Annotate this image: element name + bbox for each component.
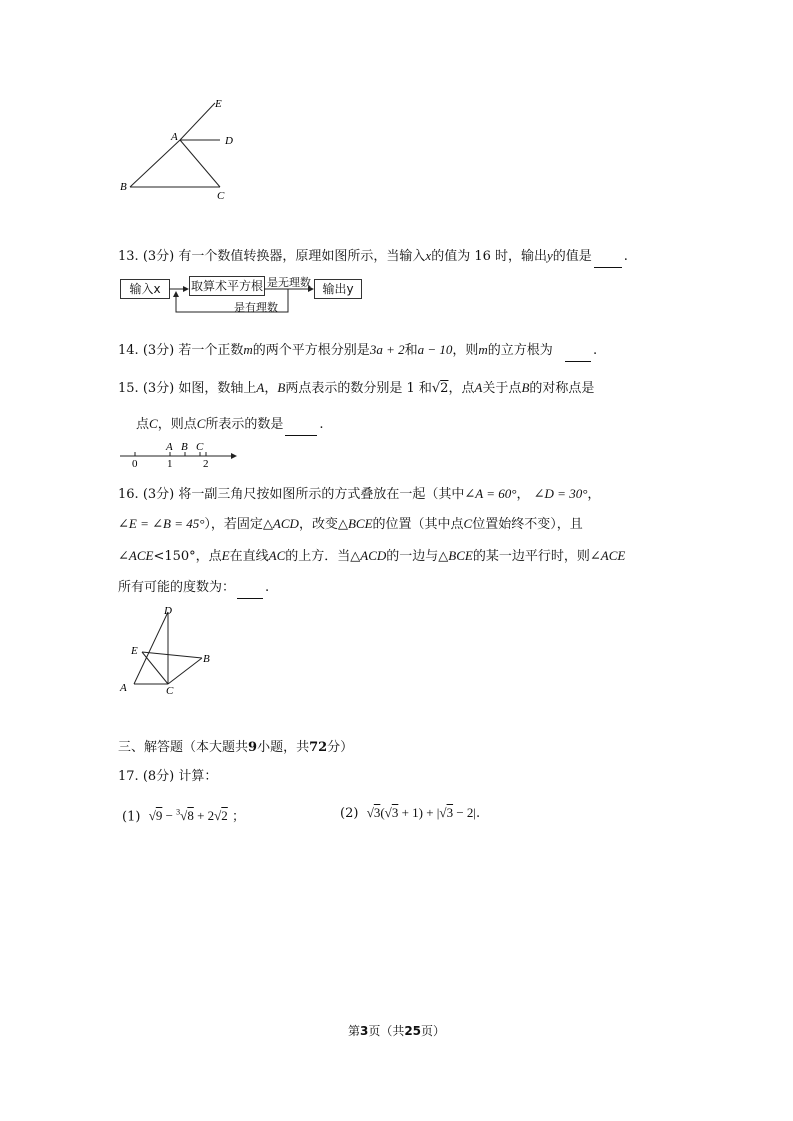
flow-output-box: 输出y [314, 279, 362, 299]
question-17-part-1: (1) √9 − $^3$√8 + 2√2 ； [122, 808, 245, 825]
label-b: B [120, 181, 127, 193]
page-footer: 第3页（共25页） [347, 1024, 446, 1038]
sqrt-two: 2 [440, 381, 449, 396]
tick-0: 0 [132, 458, 138, 470]
question-14: 14. (3分) 若一个正数m的两个平方根分别是3a + 2和a − 10，则m的立方根为 . [118, 340, 597, 362]
label-e: E [215, 98, 222, 110]
label-a: A [120, 682, 127, 694]
question-16-line2: ∠E = ∠B = 45°），若固定△ACD，改变△BCE的位置（其中点C位置始终不变），且 [118, 516, 583, 532]
tick-1: 1 [167, 458, 173, 470]
flow-input-box: 输入x [120, 279, 170, 299]
label-c: C [217, 190, 225, 202]
question-17-part-2: (2) √3(√3 + 1) + |√3 − 2|. [340, 805, 481, 821]
label-d: D [225, 135, 233, 147]
segment-eb [142, 652, 202, 658]
label-c: C [166, 685, 174, 697]
question-16-line4: 所有可能的度数为： . [118, 578, 269, 599]
flow-process-box: 取算术平方根 [189, 276, 265, 296]
question-score: (3分) [142, 249, 175, 264]
number-line [118, 438, 248, 470]
section-3-heading: 三、解答题（本大题共9小题，共72分） [118, 740, 354, 755]
figure-q16 [114, 604, 224, 698]
label-b: B [203, 653, 210, 665]
question-score: (3分) [142, 343, 175, 358]
tick-2: 2 [203, 458, 209, 470]
question-score: (8分) [142, 769, 175, 784]
segment-ec [142, 652, 168, 684]
question-16-line3: ∠ACE<150°，点E在直线AC的上方．当△ACD的一边与△BCE的某一边平行时，则∠ACE [118, 548, 626, 564]
label-b: B [181, 441, 188, 453]
label-c: C [196, 441, 204, 453]
question-number: 17. [118, 769, 139, 784]
segment-cb [168, 658, 202, 684]
label-e: E [131, 645, 138, 657]
ray-ae [180, 103, 215, 140]
question-score: (3分) [142, 487, 175, 502]
figure-q12 [115, 95, 255, 205]
answer-blank-13 [594, 247, 622, 268]
segment-ba [130, 140, 180, 187]
question-number: 14. [118, 343, 139, 358]
question-15-line1: 15. (3分) 如图，数轴上A，B两点表示的数分别是 1 和√2，点A关于点B的对称点是 [118, 380, 595, 396]
segment-ac [180, 140, 220, 187]
answer-blank-16 [237, 578, 263, 599]
label-a: A [171, 131, 178, 143]
answer-blank-14 [565, 341, 591, 362]
answer-blank-15 [285, 415, 317, 436]
question-number: 15. [118, 381, 139, 396]
question-number: 16. [118, 487, 139, 502]
question-17: 17. (8分) 计算： [118, 769, 218, 784]
question-16-line1: 16. (3分) 将一副三角尺按如图所示的方式叠放在一起（其中∠A = 60°， ∠D = 30°， [118, 486, 601, 502]
question-13: 13. (3分) 有一个数值转换器，原理如图所示，当输入x的值为 16 时，输出y的值是 . [118, 246, 628, 268]
flow-label-irrational: 是无理数 [267, 276, 311, 289]
question-number: 13. [118, 249, 139, 264]
flow-label-rational: 是有理数 [234, 301, 278, 314]
question-15-line2: 点C，则点C所表示的数是 . [136, 414, 324, 436]
question-score: (3分) [142, 381, 175, 396]
label-a: A [166, 441, 173, 453]
segment-ad [134, 612, 168, 684]
label-d: D [164, 605, 172, 617]
